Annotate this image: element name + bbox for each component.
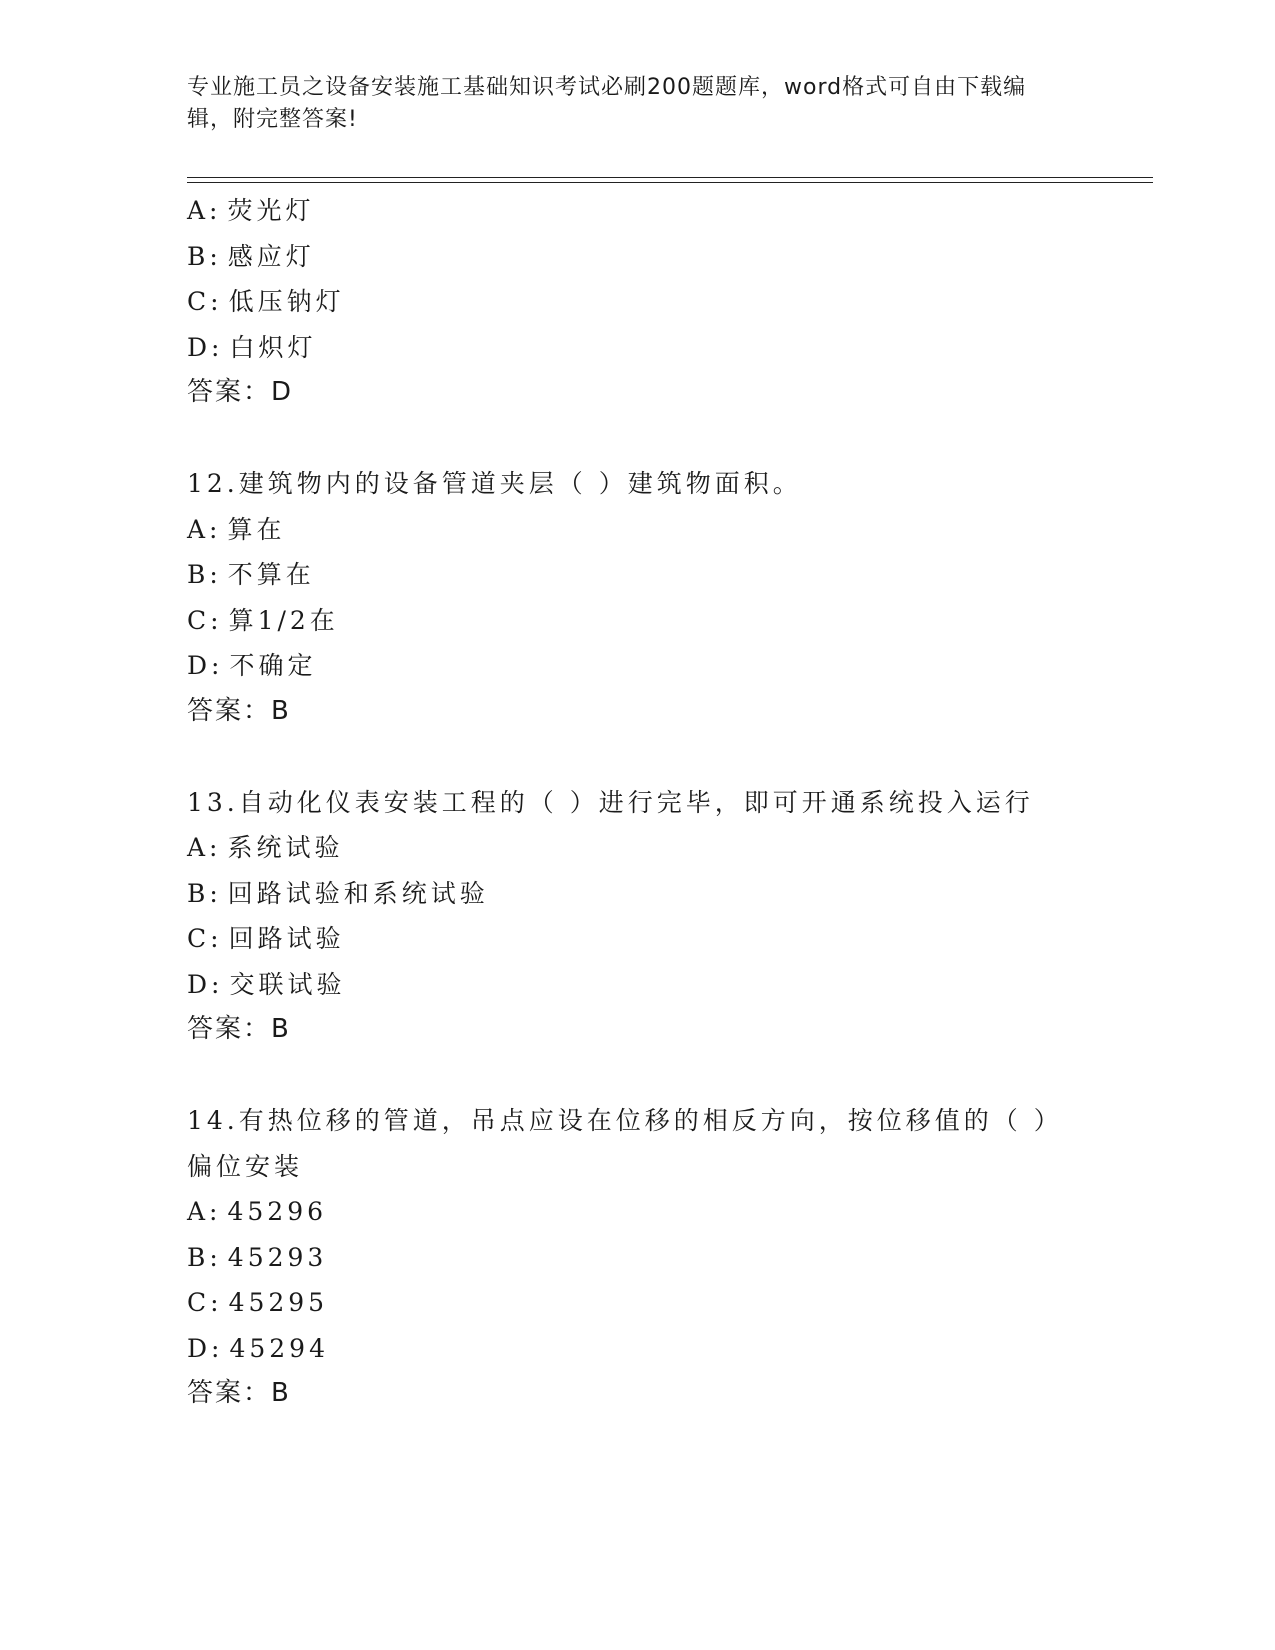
option-c: C: 45295 (187, 1288, 329, 1317)
question-text: 14.有热位移的管道，吊点应设在位移的相反方向，按位移值的（ ）偏位安装 (187, 1106, 1063, 1181)
question-text: 12.建筑物内的设备管道夹层（ ）建筑物面积。 (187, 469, 802, 498)
question-text: 13.自动化仪表安装工程的（ ）进行完毕，即可开通系统投入运行 (187, 787, 1034, 817)
option-b: B: 感应灯 (187, 241, 315, 271)
option-b: B: 45293 (187, 1242, 328, 1272)
question-block-11 (187, 188, 1087, 416)
spacer (187, 1053, 1087, 1099)
option-c: C: 低压钠灯 (187, 287, 345, 316)
question-block-14 (187, 1098, 1087, 1417)
document-header: 专业施工员之设备安装施工基础知识考试必刷200题题库，word格式可自由下载编辑，附完整答案! (187, 75, 1027, 132)
option-c: C: 回路试验 (187, 924, 345, 953)
header-rule-top (187, 177, 1153, 178)
option-d: D: 不确定 (187, 651, 317, 680)
answer: 答案：B (187, 1378, 291, 1408)
option-b: B: 不算在 (187, 560, 315, 589)
spacer (187, 416, 1087, 462)
option-a: A: 45296 (187, 1197, 328, 1226)
option-d: D: 45294 (187, 1333, 329, 1363)
spacer (187, 734, 1087, 780)
header-rule-bottom (187, 182, 1153, 183)
option-d: D: 交联试验 (187, 969, 346, 999)
option-a: A: 算在 (187, 514, 286, 544)
answer: 答案：D (187, 377, 294, 407)
question-block-13 (187, 780, 1087, 1053)
option-b: B: 回路试验和系统试验 (187, 878, 489, 908)
option-a: A: 荧光灯 (187, 196, 315, 225)
question-block-12 (187, 461, 1087, 734)
option-d: D: 白炽灯 (187, 332, 317, 362)
option-a: A: 系统试验 (187, 833, 344, 862)
answer: 答案：B (187, 695, 291, 726)
option-c: C: 算1/2在 (187, 605, 339, 635)
question-list (187, 188, 1087, 1417)
answer: 答案：B (187, 1014, 291, 1044)
